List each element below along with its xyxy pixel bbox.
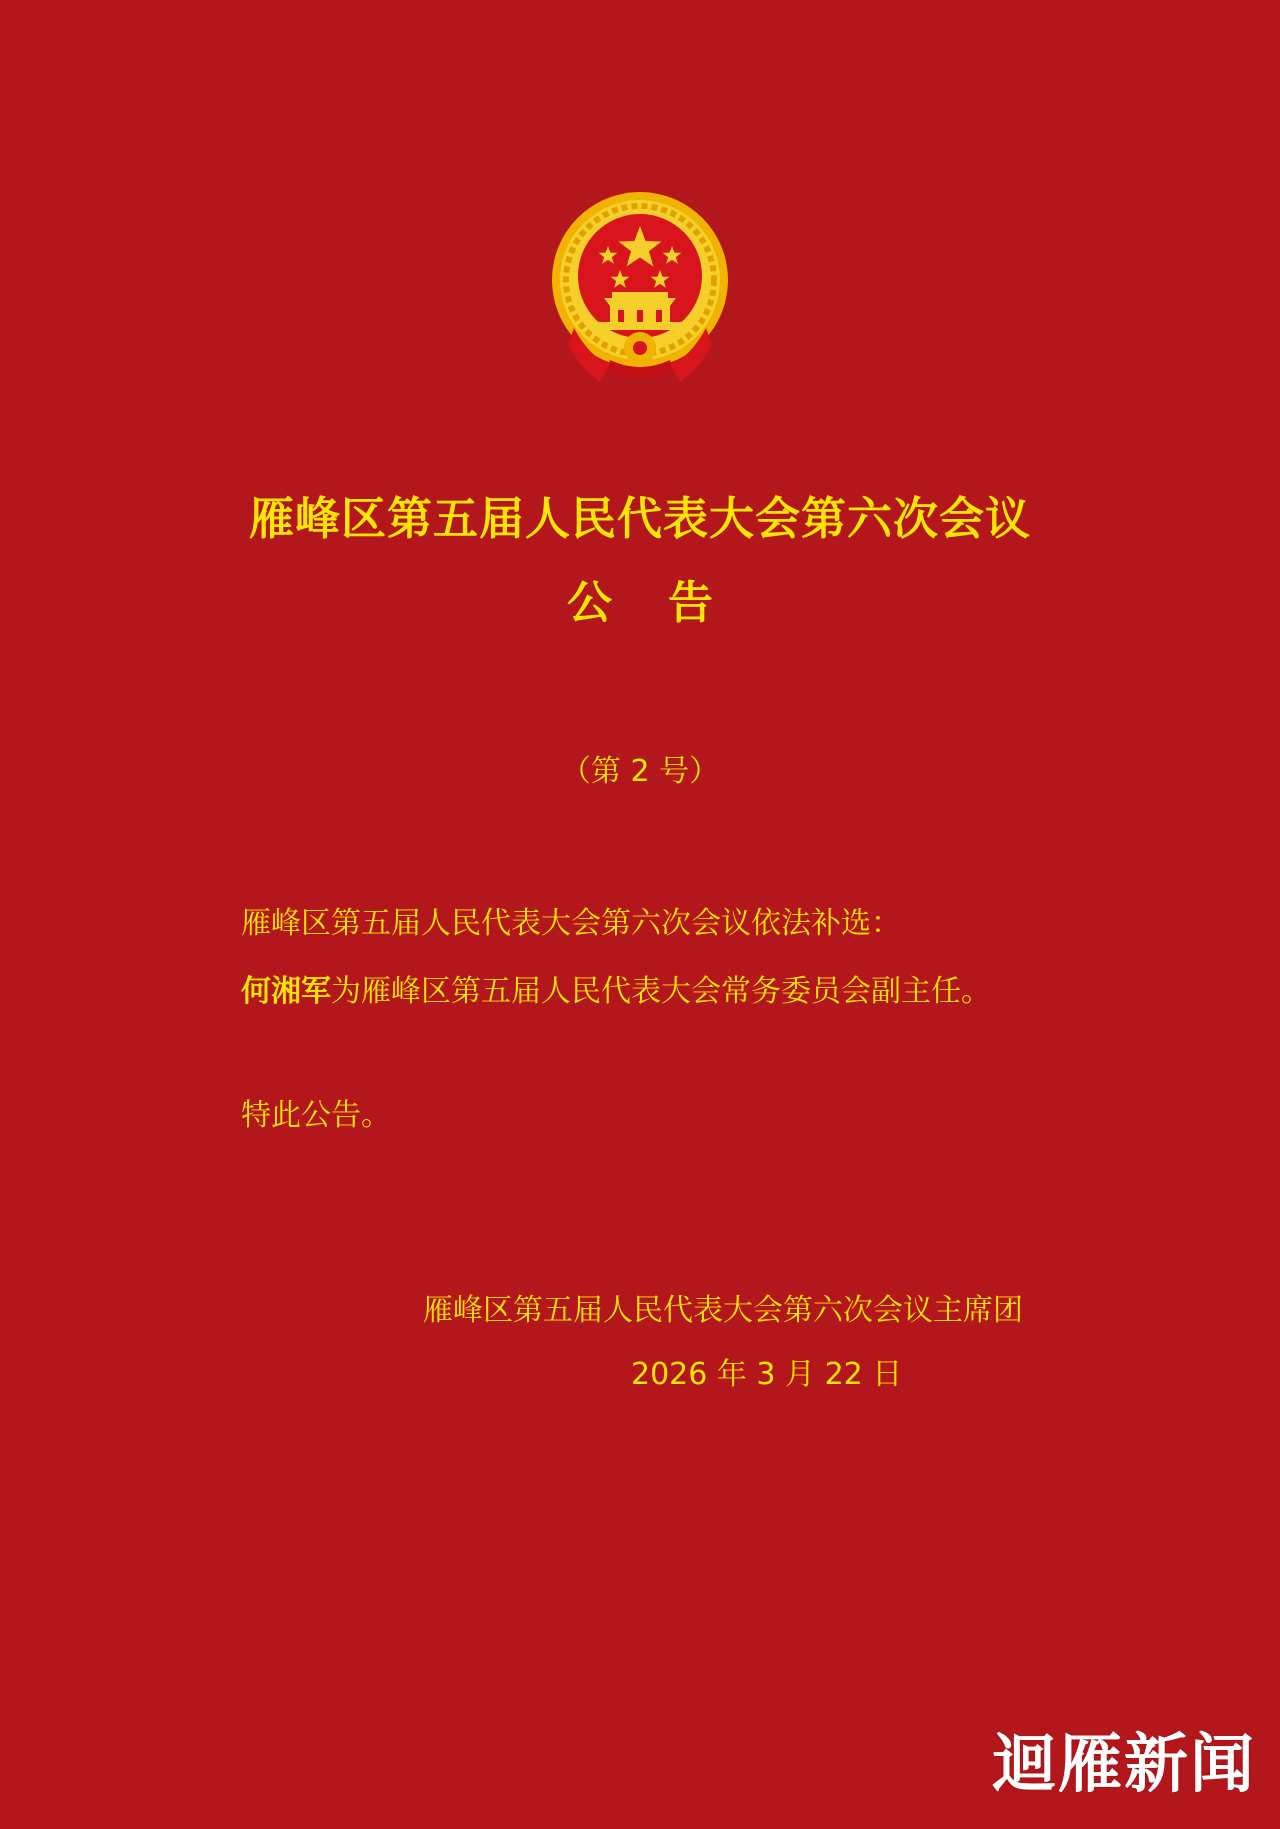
announcement-heading: 公告	[566, 576, 769, 629]
closing-text: 特此公告。	[241, 1098, 391, 1133]
body-paragraph-1: 雁峰区第五届人民代表大会第六次会议依法补选：	[241, 906, 901, 941]
body-paragraph-2	[241, 966, 991, 1010]
source-watermark: 迴雁新闻	[992, 1727, 1256, 1802]
issuer-signature: 雁峰区第五届人民代表大会第六次会议主席团	[423, 1293, 1023, 1328]
national-emblem-icon	[540, 188, 740, 384]
issue-date: 2026 年 3 月 22 日	[631, 1357, 903, 1392]
document-number: （第 2 号）	[560, 754, 720, 789]
announcement-title: 雁峰区第五届人民代表大会第六次会议	[248, 492, 1031, 545]
appointment-text: 为雁峰区第五届人民代表大会常务委员会副主任。	[331, 974, 991, 1009]
appointee-name: 何湘军	[241, 974, 331, 1009]
